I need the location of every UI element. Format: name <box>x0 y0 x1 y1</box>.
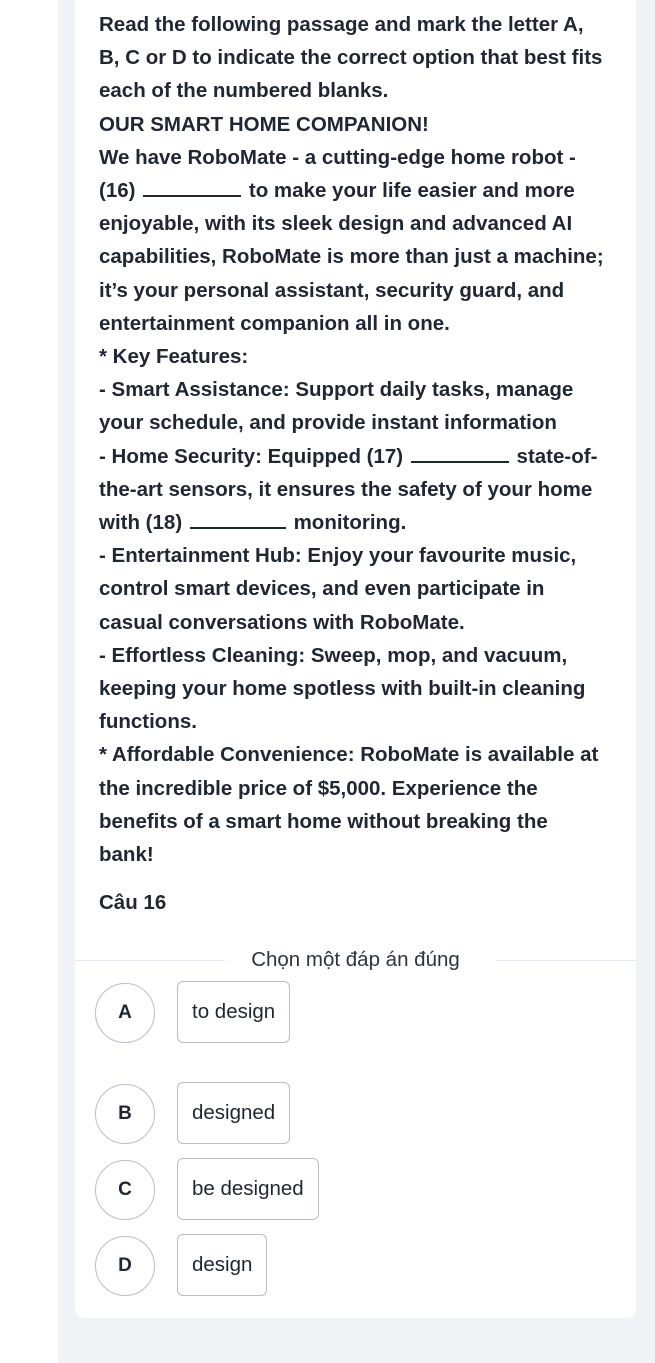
option-b-letter[interactable]: B <box>95 1084 155 1144</box>
question-title: Câu 16 <box>99 891 167 914</box>
passage-line: benefits of a smart home without breaking the <box>99 809 548 833</box>
reading-passage <box>99 8 634 871</box>
passage-line: your schedule, and provide instant information <box>99 411 557 435</box>
passage-heading: OUR SMART HOME COMPANION! <box>99 112 429 136</box>
option-a-text[interactable]: to design <box>177 981 290 1043</box>
blank-18 <box>190 509 286 529</box>
passage-line <box>99 506 634 539</box>
passage-line: Read the following passage and mark the letter A, <box>99 13 584 36</box>
option-d-text[interactable]: design <box>177 1234 267 1296</box>
passage-line: * Key Features: <box>99 345 249 369</box>
blank-17 <box>411 443 509 463</box>
passage-line: We have RoboMate - a cutting-edge home robot - <box>99 145 576 169</box>
blank-18-label: with (18) <box>99 511 183 535</box>
passage-line-text: to make your life easier and more <box>248 179 575 203</box>
option-a-letter[interactable]: A <box>95 983 155 1043</box>
divider-line-right <box>496 960 636 961</box>
passage-line: - Smart Assistance: Support daily tasks, manage <box>99 378 574 402</box>
option-c-letter[interactable]: C <box>95 1160 155 1220</box>
passage-line: - Entertainment Hub: Enjoy your favourite music, <box>99 544 577 568</box>
blank-16-label: (16) <box>99 179 136 203</box>
option-d-letter[interactable]: D <box>95 1236 155 1296</box>
passage-line-text: state-of- <box>516 444 598 468</box>
passage-line: * Affordable Convenience: RoboMate is available at <box>99 743 599 767</box>
passage-line: the incredible price of $5,000. Experience the <box>99 776 538 800</box>
passage-line <box>99 174 634 207</box>
option-c-text[interactable]: be designed <box>177 1158 319 1220</box>
passage-line: the-art sensors, it ensures the safety of your home <box>99 477 593 501</box>
passage-line-text: monitoring. <box>293 511 407 535</box>
instruction-divider <box>75 944 636 976</box>
option-b-text[interactable]: designed <box>177 1082 290 1144</box>
passage-line: - Effortless Cleaning: Sweep, mop, and vacuum, <box>99 643 568 667</box>
passage-line: capabilities, RoboMate is more than just a machine; <box>99 245 604 269</box>
passage-line: functions. <box>99 710 197 734</box>
blank-16 <box>143 177 241 197</box>
passage-line: keeping your home spotless with built-in cleaning <box>99 677 586 701</box>
instruction-text: Chọn một đáp án đúng <box>251 948 460 971</box>
passage-line: it’s your personal assistant, security guard, and <box>99 278 565 302</box>
passage-line <box>99 440 634 473</box>
passage-line: B, C or D to indicate the correct option that best fits <box>99 46 603 70</box>
passage-line: enjoyable, with its sleek design and advanced AI <box>99 212 573 236</box>
passage-line: each of the numbered blanks. <box>99 79 389 103</box>
passage-line: control smart devices, and even participate in <box>99 577 545 601</box>
blank-17-label: - Home Security: Equipped (17) <box>99 444 404 468</box>
passage-line: bank! <box>99 843 154 867</box>
passage-line: casual conversations with RoboMate. <box>99 610 465 634</box>
passage-line: entertainment companion all in one. <box>99 311 450 335</box>
